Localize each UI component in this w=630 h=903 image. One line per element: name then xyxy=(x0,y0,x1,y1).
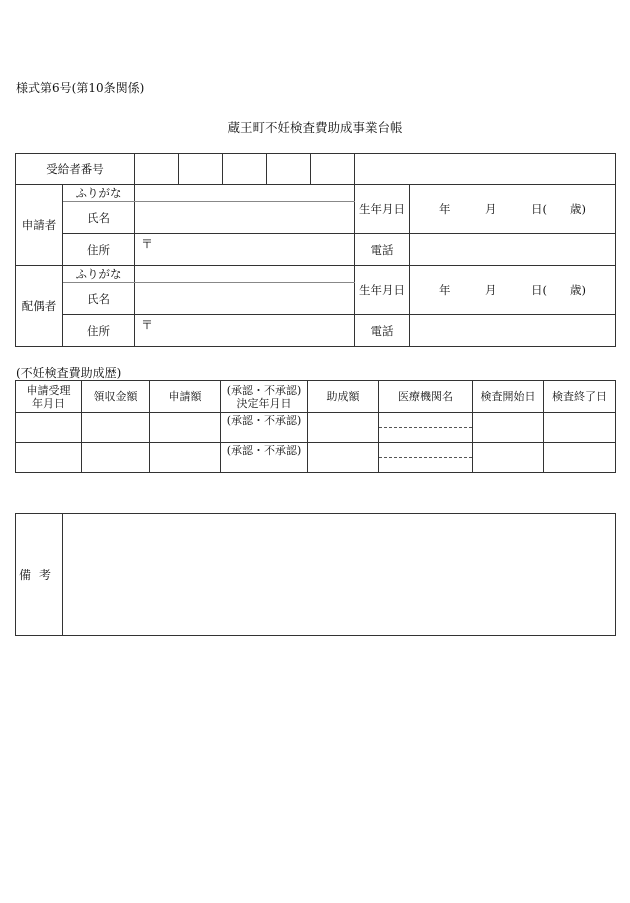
document-title: 蔵王町不妊検査費助成事業台帳 xyxy=(227,120,403,135)
header-exam-end: 検査終了日 xyxy=(544,381,616,413)
row2-institution-line2[interactable] xyxy=(379,458,473,473)
remarks-table xyxy=(15,513,616,636)
subsidy-history-table xyxy=(15,380,616,473)
header-decision-line2: 決定年月日 xyxy=(236,396,292,410)
remarks-label: 備考 xyxy=(16,514,63,636)
spouse-phone-field[interactable] xyxy=(410,315,616,347)
spouse-postal-mark: 〒 xyxy=(141,318,154,332)
row1-exam-start[interactable] xyxy=(473,413,544,443)
header-received-line1: 申請受理 xyxy=(26,383,71,397)
spouse-phone-label: 電話 xyxy=(355,315,410,347)
row1-received-date[interactable] xyxy=(16,413,82,443)
spouse-furigana-label: ふりがな xyxy=(63,266,135,283)
applicant-furigana-field[interactable] xyxy=(135,185,355,202)
header-exam-start: 検査開始日 xyxy=(473,381,544,413)
applicant-name-field[interactable] xyxy=(135,202,355,234)
header-received-line2: 年月日 xyxy=(32,396,65,410)
recipient-number-digit-1[interactable] xyxy=(135,154,179,185)
applicant-phone-label: 電話 xyxy=(355,234,410,266)
row2-received-date[interactable] xyxy=(16,443,82,473)
applicant-postal-mark: 〒 xyxy=(141,237,154,251)
spouse-furigana-field[interactable] xyxy=(135,266,355,283)
row2-institution-line1[interactable] xyxy=(379,443,473,458)
header-application-amount: 申請額 xyxy=(150,381,221,413)
spouse-address-field[interactable] xyxy=(135,315,355,347)
recipient-number-digit-3[interactable] xyxy=(223,154,267,185)
recipient-number-digit-4[interactable] xyxy=(267,154,311,185)
applicant-name-label: 氏名 xyxy=(63,202,135,234)
remarks-field[interactable] xyxy=(63,514,616,636)
applicant-dob-label: 生年月日 xyxy=(355,185,410,234)
row1-exam-end[interactable] xyxy=(544,413,616,443)
row1-application-amount[interactable] xyxy=(150,413,221,443)
recipient-number-digit-2[interactable] xyxy=(179,154,223,185)
spouse-section-label: 配偶者 xyxy=(16,266,63,347)
recipient-number-label: 受給者番号 xyxy=(16,154,135,185)
header-received-date xyxy=(16,381,82,413)
row2-receipt-amount[interactable] xyxy=(82,443,150,473)
recipient-number-digit-5[interactable] xyxy=(311,154,355,185)
row1-decision[interactable] xyxy=(221,413,308,443)
row2-decision[interactable] xyxy=(221,443,308,473)
history-section-label: (不妊検査費助成歴) xyxy=(16,366,122,380)
header-receipt-amount: 領収金額 xyxy=(82,381,150,413)
row2-exam-start[interactable] xyxy=(473,443,544,473)
applicant-phone-field[interactable] xyxy=(410,234,616,266)
spouse-name-label: 氏名 xyxy=(63,283,135,315)
applicant-address-label: 住所 xyxy=(63,234,135,266)
row1-institution-line1[interactable] xyxy=(379,413,473,428)
row2-application-amount[interactable] xyxy=(150,443,221,473)
spouse-name-field[interactable] xyxy=(135,283,355,315)
spouse-dob-template: 年 月 日( 歳) xyxy=(439,283,586,297)
row2-approval-text: (承認・不承認) xyxy=(226,444,302,457)
applicant-section-label: 申請者 xyxy=(16,185,63,266)
applicant-dob-template: 年 月 日( 歳) xyxy=(439,202,586,216)
applicant-dob-field[interactable] xyxy=(410,185,616,234)
applicant-address-field[interactable] xyxy=(135,234,355,266)
header-medical-institution: 医療機関名 xyxy=(379,381,473,413)
row1-approval-text: (承認・不承認) xyxy=(226,414,302,427)
row1-receipt-amount[interactable] xyxy=(82,413,150,443)
applicant-furigana-label: ふりがな xyxy=(63,185,135,202)
header-decision xyxy=(221,381,308,413)
row1-subsidy-amount[interactable] xyxy=(308,413,379,443)
spouse-address-label: 住所 xyxy=(63,315,135,347)
header-subsidy-amount: 助成額 xyxy=(308,381,379,413)
registry-main-table xyxy=(15,153,616,347)
header-decision-line1: (承認・不承認) xyxy=(226,383,302,397)
recipient-number-extra-cell[interactable] xyxy=(355,154,616,185)
row2-subsidy-amount[interactable] xyxy=(308,443,379,473)
row1-institution-line2[interactable] xyxy=(379,428,473,443)
spouse-dob-label: 生年月日 xyxy=(355,266,410,315)
spouse-dob-field[interactable] xyxy=(410,266,616,315)
form-number: 様式第6号(第10条関係) xyxy=(16,81,145,95)
row2-exam-end[interactable] xyxy=(544,443,616,473)
